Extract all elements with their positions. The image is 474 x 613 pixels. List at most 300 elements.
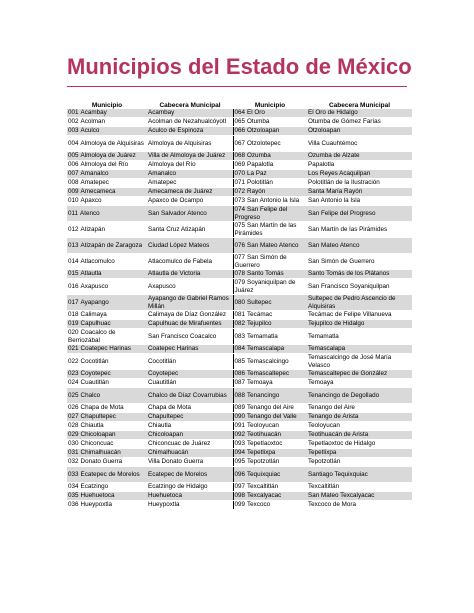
municipio-cell <box>233 370 307 379</box>
municipio-cell <box>67 179 147 188</box>
cabecera-cell-text: San Mateo Atenco <box>308 241 360 249</box>
municipio-number: 074 <box>234 206 246 214</box>
municipio-cell <box>67 483 147 492</box>
cabecera-cell <box>307 238 412 254</box>
table-row <box>67 127 412 136</box>
cabecera-cell <box>147 467 233 483</box>
cabecera-cell-text: Cocotitlán <box>148 357 177 365</box>
municipio-number: 030 <box>68 440 79 448</box>
municipio-cell <box>233 179 307 188</box>
cabecera-cell-text: Ayapango de Gabriel Ramos Millán <box>148 295 229 310</box>
cabecera-cell <box>147 345 233 354</box>
cabecera-cell-text: Tenancingo de Degollado <box>308 391 380 399</box>
municipio-cell-text: Atenco <box>80 209 100 217</box>
table-row <box>67 329 412 345</box>
municipio-cell <box>233 483 307 492</box>
municipio-number: 031 <box>68 449 79 457</box>
cabecera-cell <box>307 206 412 222</box>
municipio-number: 078 <box>234 270 246 278</box>
cabecera-cell-text: Villa Donato Guerra <box>148 458 204 466</box>
municipio-cell <box>233 136 307 152</box>
municipio-number: 080 <box>234 298 246 306</box>
cabecera-cell-text: Almoloya del Río <box>148 161 196 169</box>
municipio-number: 016 <box>68 282 79 290</box>
table-row <box>67 404 412 413</box>
municipio-cell <box>67 422 147 431</box>
municipio-number: 011 <box>68 209 79 217</box>
table-row <box>67 422 412 431</box>
cabecera-cell-text: Otzoloapan <box>308 127 341 135</box>
municipio-cell-text: Aculco <box>80 127 100 135</box>
municipio-cell-text: Temascaltepec <box>247 370 290 378</box>
table-row <box>67 431 412 440</box>
municipio-cell <box>233 238 307 254</box>
cabecera-cell <box>147 404 233 413</box>
cabecera-cell <box>307 127 412 136</box>
municipio-number: 096 <box>234 470 246 478</box>
cabecera-cell <box>147 431 233 440</box>
municipio-cell-text: Chapa de Mota <box>80 404 124 412</box>
municipio-cell <box>233 206 307 222</box>
cabecera-cell <box>147 413 233 422</box>
municipio-cell-text: Texcalyacac <box>247 492 282 500</box>
municipio-number: 090 <box>234 413 246 421</box>
municipio-number: 018 <box>68 311 79 319</box>
municipio-cell <box>233 449 307 458</box>
cabecera-cell <box>147 279 233 295</box>
cabecera-cell <box>307 188 412 197</box>
municipio-number: 021 <box>68 345 79 353</box>
cabecera-cell-text: Santa Cruz Atizapán <box>148 225 206 233</box>
municipio-number: 015 <box>68 270 79 278</box>
municipio-cell-text: Apaxco <box>80 197 102 205</box>
municipio-number: 003 <box>68 127 79 135</box>
table-row <box>67 388 412 404</box>
municipio-cell-text: San Antonio la Isla <box>247 197 300 205</box>
municipio-cell-text: Tenango del Aire <box>247 404 294 412</box>
municipio-cell <box>233 440 307 449</box>
municipio-cell-text: Tequixquiac <box>247 470 281 478</box>
cabecera-cell <box>307 109 412 118</box>
cabecera-cell-text: Hueypoxtla <box>148 501 180 509</box>
table-row <box>67 254 412 270</box>
municipio-cell <box>233 188 307 197</box>
cabecera-cell <box>147 492 233 501</box>
municipio-cell-text: Polotitlán <box>247 179 273 187</box>
cabecera-cell <box>147 188 233 197</box>
cabecera-cell-text: San Simón de Guerrero <box>308 257 375 265</box>
municipio-cell <box>67 311 147 320</box>
municipio-cell <box>233 152 307 161</box>
cabecera-cell-text: Chapultepec <box>148 413 184 421</box>
municipio-number: 006 <box>68 161 79 169</box>
municipio-cell <box>67 197 147 206</box>
cabecera-cell-text: Tepotzotlán <box>308 458 341 466</box>
municipio-number: 093 <box>234 440 246 448</box>
municipio-number: 034 <box>68 483 79 491</box>
municipio-cell <box>67 345 147 354</box>
cabecera-cell <box>307 329 412 345</box>
municipio-number: 097 <box>234 483 246 491</box>
cabecera-cell-text: Chiautla <box>148 422 172 430</box>
municipio-cell <box>233 222 307 238</box>
municipio-number: 029 <box>68 431 79 439</box>
municipio-cell-text: Coyotepec <box>80 370 111 378</box>
page-title: Municipios del Estado de México <box>67 54 412 79</box>
municipios-table <box>67 99 412 510</box>
municipio-cell <box>233 279 307 295</box>
municipio-number: 079 <box>234 279 246 287</box>
municipio-cell <box>233 354 307 370</box>
cabecera-cell-text: San Salvador Atenco <box>148 209 207 217</box>
table-row <box>67 467 412 483</box>
cabecera-cell-text: Ecatzingo de Hidalgo <box>148 483 208 491</box>
title-divider <box>67 86 407 87</box>
municipio-number: 001 <box>68 109 79 117</box>
cabecera-cell <box>307 492 412 501</box>
table-row <box>67 206 412 222</box>
cabecera-cell-text: Temoaya <box>308 379 334 387</box>
cabecera-cell <box>307 483 412 492</box>
municipio-cell-text: Chiconcuac <box>80 440 114 448</box>
municipio-cell <box>233 161 307 170</box>
municipio-cell <box>233 501 307 510</box>
municipio-cell-text: Otumba <box>247 118 270 126</box>
municipio-cell <box>67 279 147 295</box>
cabecera-cell <box>147 152 233 161</box>
municipio-cell-text: La Paz <box>247 170 267 178</box>
table-header-row <box>67 99 412 109</box>
municipio-number: 083 <box>234 332 246 340</box>
cabecera-cell-text: Chicoloapan <box>148 431 184 439</box>
municipio-cell <box>67 354 147 370</box>
municipio-cell-text: San Simón de Guerrero <box>234 254 287 269</box>
municipio-cell <box>233 467 307 483</box>
municipio-cell <box>67 431 147 440</box>
municipio-cell-text: San Martín de las Pirámides <box>234 222 297 237</box>
municipio-cell <box>67 320 147 329</box>
municipio-cell <box>67 161 147 170</box>
municipio-cell <box>67 404 147 413</box>
municipio-cell-text: Tepetlixpa <box>247 449 276 457</box>
municipio-cell <box>233 109 307 118</box>
cabecera-cell <box>307 404 412 413</box>
cabecera-cell-text: Atlacomulco de Fabela <box>148 257 213 265</box>
municipio-cell <box>67 152 147 161</box>
municipio-number: 005 <box>68 152 79 160</box>
table-row <box>67 501 412 510</box>
cabecera-cell <box>307 311 412 320</box>
table-row <box>67 413 412 422</box>
municipio-cell <box>233 170 307 179</box>
cabecera-cell-text: Acolman de Nezahualcóyotl <box>148 118 227 126</box>
cabecera-cell-text: Chalco de Díaz Covarrubias <box>148 391 227 399</box>
cabecera-cell <box>147 501 233 510</box>
cabecera-cell-text: Axapusco <box>148 282 176 290</box>
cabecera-cell-text: Huehuetoca <box>148 492 182 500</box>
cabecera-cell-text: Villa de Almoloya de Juárez <box>148 152 226 160</box>
cabecera-cell-text: Polotitlán de la Ilustración <box>308 179 380 187</box>
municipio-cell-text: Otzolotepec <box>247 139 281 147</box>
cabecera-cell <box>147 222 233 238</box>
cabecera-cell <box>307 388 412 404</box>
municipio-number: 033 <box>68 470 79 478</box>
municipio-cell-text: San Mateo Atenco <box>247 241 299 249</box>
table-row <box>67 161 412 170</box>
cabecera-cell <box>307 458 412 467</box>
cabecera-cell <box>147 197 233 206</box>
municipio-number: 099 <box>234 501 246 509</box>
municipio-number: 095 <box>234 458 246 466</box>
municipio-number: 028 <box>68 422 79 430</box>
municipio-number: 075 <box>234 222 246 230</box>
municipio-number: 002 <box>68 118 79 126</box>
cabecera-cell <box>307 118 412 127</box>
municipio-cell <box>233 422 307 431</box>
municipio-cell-text: Otzoloapan <box>247 127 280 135</box>
table-row <box>67 279 412 295</box>
municipio-cell <box>67 329 147 345</box>
header-municipio-right: Municipio <box>254 101 286 109</box>
cabecera-cell <box>147 270 233 279</box>
municipio-cell-text: Teotihuacán <box>247 431 281 439</box>
table-row <box>67 170 412 179</box>
municipio-number: 010 <box>68 197 79 205</box>
cabecera-cell <box>307 354 412 370</box>
cabecera-cell-text: El Oro de Hidalgo <box>308 109 358 117</box>
municipio-cell <box>67 170 147 179</box>
cabecera-cell <box>147 379 233 388</box>
cabecera-cell-text: Tepetlixpa <box>308 449 337 457</box>
municipio-cell-text: Sultepec <box>247 298 272 306</box>
cabecera-cell-text: Ciudad López Mateos <box>148 241 210 249</box>
municipio-cell <box>233 197 307 206</box>
municipio-cell-text: Tecámac <box>247 311 273 319</box>
municipio-number: 067 <box>234 139 246 147</box>
cabecera-cell <box>147 483 233 492</box>
table-row <box>67 136 412 152</box>
municipio-cell <box>67 467 147 483</box>
municipio-number: 088 <box>234 391 246 399</box>
cabecera-cell-text: Coyotepec <box>148 370 179 378</box>
table-row <box>67 197 412 206</box>
cabecera-cell-text: Chiconcuac de Juárez <box>148 440 211 448</box>
cabecera-cell-text: Almoloya de Alquisiras <box>148 139 212 147</box>
municipio-cell <box>67 449 147 458</box>
municipio-number: 026 <box>68 404 79 412</box>
cabecera-cell-text: Teotihuacán de Arista <box>308 431 369 439</box>
municipio-number: 082 <box>234 320 246 328</box>
cabecera-cell-text: Amecameca de Juárez <box>148 188 213 196</box>
municipio-number: 013 <box>68 241 79 249</box>
cabecera-cell <box>307 136 412 152</box>
municipio-cell <box>67 388 147 404</box>
municipio-cell <box>233 329 307 345</box>
municipio-cell-text: Ecatepec de Morelos <box>80 470 140 478</box>
cabecera-cell-text: Amatepec <box>148 179 177 187</box>
cabecera-cell <box>147 206 233 222</box>
cabecera-cell-text: Coatepec Harinas <box>148 345 199 353</box>
cabecera-cell-text: Los Reyes Acaquilpan <box>308 170 371 178</box>
municipio-cell-text: Tenancingo <box>247 391 280 399</box>
municipio-cell-text: Axapusco <box>80 282 109 290</box>
municipio-cell-text: Ayapango <box>80 298 109 306</box>
header-municipio-left: Municipio <box>91 101 123 109</box>
table-row <box>67 222 412 238</box>
municipio-number: 094 <box>234 449 246 457</box>
municipio-number: 019 <box>68 320 79 328</box>
cabecera-cell <box>147 311 233 320</box>
municipio-number: 066 <box>234 127 246 135</box>
municipio-cell <box>67 127 147 136</box>
cabecera-cell-text: Santo Tomás de los Plátanos <box>308 270 390 278</box>
table-row <box>67 295 412 311</box>
cabecera-cell-text: San Martín de las Pirámides <box>308 225 388 233</box>
cabecera-cell <box>307 431 412 440</box>
cabecera-cell <box>147 136 233 152</box>
table-row <box>67 311 412 320</box>
cabecera-cell-text: San Mateo Texcalyacac <box>308 492 375 500</box>
table-row <box>67 483 412 492</box>
municipio-cell <box>67 118 147 127</box>
cabecera-cell-text: Tejupilco de Hidalgo <box>308 320 365 328</box>
municipio-cell-text: Atlacomulco <box>80 257 115 265</box>
table-row <box>67 179 412 188</box>
municipio-cell-text: El Oro <box>247 109 265 117</box>
municipio-cell <box>67 254 147 270</box>
cabecera-cell-text: Santa María Rayón <box>308 188 363 196</box>
municipio-cell-text: Ecatzingo <box>80 483 109 491</box>
municipio-cell <box>233 295 307 311</box>
municipio-cell <box>233 413 307 422</box>
cabecera-cell-text: Tenango del Aire <box>308 404 355 412</box>
table-row <box>67 345 412 354</box>
table-row <box>67 270 412 279</box>
cabecera-cell-text: Tepetlaoxtoc de Hidalgo <box>308 440 376 448</box>
municipio-number: 032 <box>68 458 79 466</box>
municipio-cell-text: Texcaltitlán <box>247 483 279 491</box>
municipio-number: 024 <box>68 379 79 387</box>
municipio-cell-text: Teoloyucan <box>247 422 279 430</box>
cabecera-cell <box>307 197 412 206</box>
cabecera-cell <box>147 109 233 118</box>
cabecera-cell-text: Temamatla <box>308 332 339 340</box>
municipio-cell <box>233 379 307 388</box>
cabecera-cell <box>307 270 412 279</box>
cabecera-cell <box>147 179 233 188</box>
municipio-number: 017 <box>68 298 79 306</box>
municipio-cell-text: Almoloya de Alquisiras <box>80 139 144 147</box>
table-row <box>67 320 412 329</box>
municipio-cell <box>233 254 307 270</box>
cabecera-cell <box>307 222 412 238</box>
municipio-cell <box>233 118 307 127</box>
cabecera-cell <box>307 379 412 388</box>
municipio-cell <box>67 136 147 152</box>
municipio-number: 085 <box>234 357 246 365</box>
cabecera-cell <box>147 238 233 254</box>
table-body <box>67 109 412 510</box>
table-row <box>67 238 412 254</box>
cabecera-cell-text: Atlautla de Victoria <box>148 270 201 278</box>
municipio-cell <box>67 295 147 311</box>
table-row <box>67 379 412 388</box>
table-row <box>67 492 412 501</box>
municipio-number: 065 <box>234 118 246 126</box>
table-row <box>67 188 412 197</box>
cabecera-cell-text: San Francisco Coacalco <box>148 332 217 340</box>
municipio-cell <box>233 270 307 279</box>
cabecera-cell-text: San Felipe del Progreso <box>308 209 376 217</box>
municipio-number: 087 <box>234 379 246 387</box>
cabecera-cell <box>147 127 233 136</box>
table-row <box>67 449 412 458</box>
municipio-cell <box>233 431 307 440</box>
cabecera-cell <box>307 449 412 458</box>
cabecera-cell-text: Tenango de Arista <box>308 413 359 421</box>
municipio-cell <box>67 188 147 197</box>
municipio-number: 004 <box>68 139 79 147</box>
municipio-number: 064 <box>234 109 246 117</box>
municipio-cell-text: Coacalco de Berriozábal <box>68 329 116 344</box>
cabecera-cell-text: Texcoco de Mora <box>308 501 356 509</box>
cabecera-cell-text: Amanalco <box>148 170 177 178</box>
cabecera-cell-text: San Antonio la Isla <box>308 197 361 205</box>
municipio-cell <box>67 222 147 238</box>
cabecera-cell <box>147 161 233 170</box>
cabecera-cell <box>307 422 412 431</box>
municipio-cell-text: Acolman <box>80 118 106 126</box>
municipio-cell-text: Tepetlaoxtoc <box>247 440 283 448</box>
cabecera-cell-text: Cuautitlán <box>148 379 177 387</box>
municipio-number: 014 <box>68 257 79 265</box>
municipio-cell-text: Atizapán <box>80 225 106 233</box>
municipio-cell <box>233 404 307 413</box>
municipio-cell-text: Coatepec Harinas <box>80 345 131 353</box>
municipio-cell-text: Amatepec <box>80 179 109 187</box>
cabecera-cell <box>147 118 233 127</box>
municipio-cell <box>67 238 147 254</box>
table-row <box>67 370 412 379</box>
municipio-cell <box>233 458 307 467</box>
municipio-number: 081 <box>234 311 246 319</box>
cabecera-cell-text: Papalotla <box>308 161 335 169</box>
municipio-number: 086 <box>234 370 246 378</box>
cabecera-cell-text: Acambay <box>148 109 175 117</box>
municipio-number: 072 <box>234 188 246 196</box>
cabecera-cell-text: San Francisco Soyaniquilpan <box>308 282 390 290</box>
cabecera-cell <box>307 413 412 422</box>
table-row <box>67 109 412 118</box>
cabecera-cell <box>307 152 412 161</box>
cabecera-cell <box>307 295 412 311</box>
municipio-cell-text: Atizapán de Zaragoza <box>80 241 143 249</box>
municipio-number: 084 <box>234 345 246 353</box>
municipio-cell-text: Temascalcingo <box>247 357 289 365</box>
municipio-cell-text: Chicoloapan <box>80 431 116 439</box>
municipio-number: 077 <box>234 254 246 262</box>
cabecera-cell-text: Temascaltepec de González <box>308 370 388 378</box>
municipio-cell <box>67 370 147 379</box>
cabecera-cell-text: Teoloyucan <box>308 422 340 430</box>
table-row <box>67 354 412 370</box>
cabecera-cell <box>307 170 412 179</box>
municipio-cell-text: Soyaniquilpan de Juárez <box>234 279 296 294</box>
municipio-number: 076 <box>234 241 246 249</box>
municipio-cell-text: Cocotitlán <box>80 357 109 365</box>
municipio-cell-text: Huehuetoca <box>80 492 115 500</box>
municipio-number: 092 <box>234 431 246 439</box>
